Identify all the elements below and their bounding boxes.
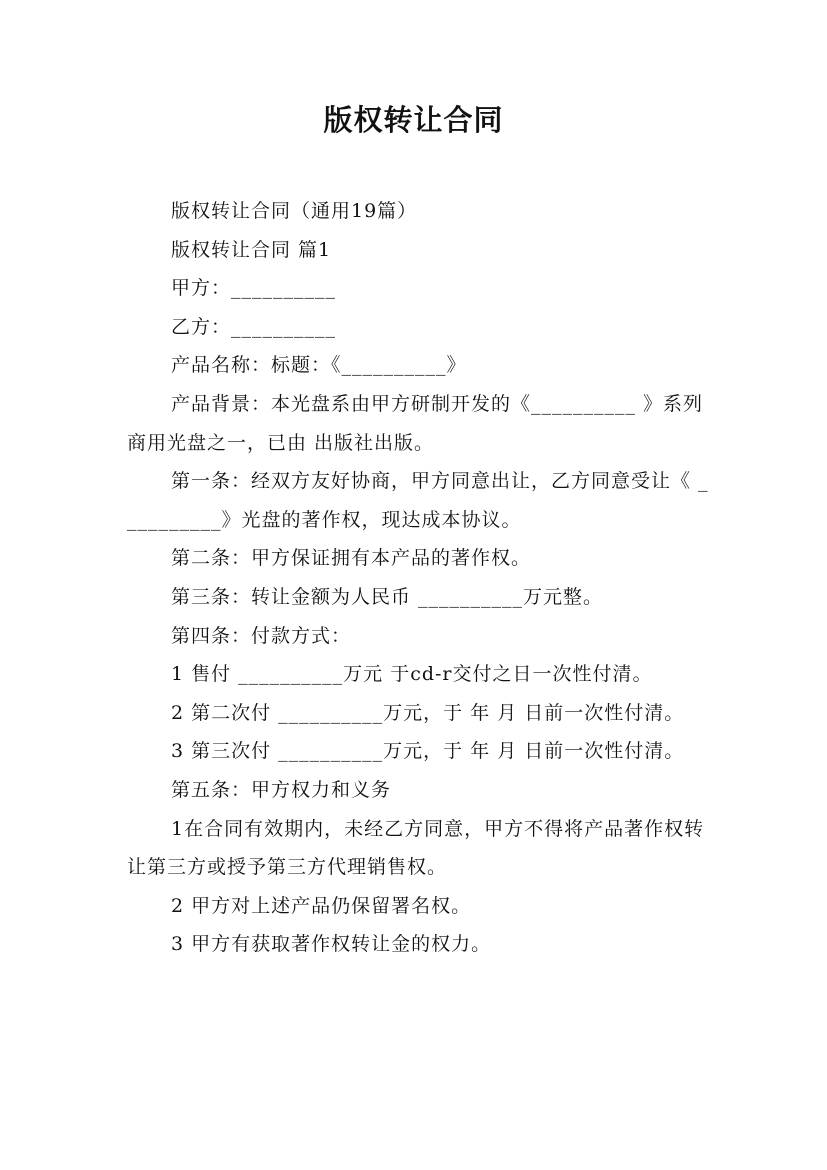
paragraph-article-3: 第三条：转让金额为人民币 __________万元整。 (171, 585, 604, 608)
paragraph-obligation-1: 1在合同有效期内，未经乙方同意，甲方不得将产品著作权转让第三方或授予第三方代理销售权。 (127, 817, 705, 879)
paragraph-article-5: 第五条：甲方权力和义务 (171, 778, 392, 801)
paragraph-product-name: 产品名称：标题：《__________》 (171, 354, 467, 377)
paragraph-article-1: 第一条：经双方友好协商，甲方同意出让，乙方同意受让《 __________》光盘的著作权，现达成本协议。 (127, 470, 709, 531)
paragraph-article-4: 第四条：付款方式： (171, 624, 352, 647)
paragraph-obligation-2: 2 甲方对上述产品仍保留署名权。 (171, 894, 472, 917)
paragraph-party-a: 甲方：__________ (171, 277, 337, 300)
paragraph-payment-2: 2 第二次付 __________万元，于 年 月 日前一次性付清。 (171, 701, 685, 724)
document-body (127, 192, 717, 964)
paragraph-article-2: 第二条：甲方保证拥有本产品的著作权。 (171, 547, 532, 570)
paragraph-product-background: 产品背景：本光盘系由甲方研制开发的《__________ 》系列商用光盘之一，已由 出版社出版。 (127, 392, 704, 454)
paragraph-payment-1: 1 售付 __________万元 于cd-r交付之日一次性付清。 (171, 663, 653, 686)
paragraph-payment-3: 3 第三次付 __________万元，于 年 月 日前一次性付清。 (171, 740, 685, 763)
paragraph-party-b: 乙方：__________ (171, 315, 337, 338)
paragraph-obligation-3: 3 甲方有获取著作权转让金的权力。 (171, 933, 492, 956)
paragraph-section-heading: 版权转让合同 篇1 (171, 238, 332, 261)
document-title: 版权转让合同 (323, 103, 504, 137)
paragraph-subtitle: 版权转让合同（通用19篇） (171, 200, 418, 222)
